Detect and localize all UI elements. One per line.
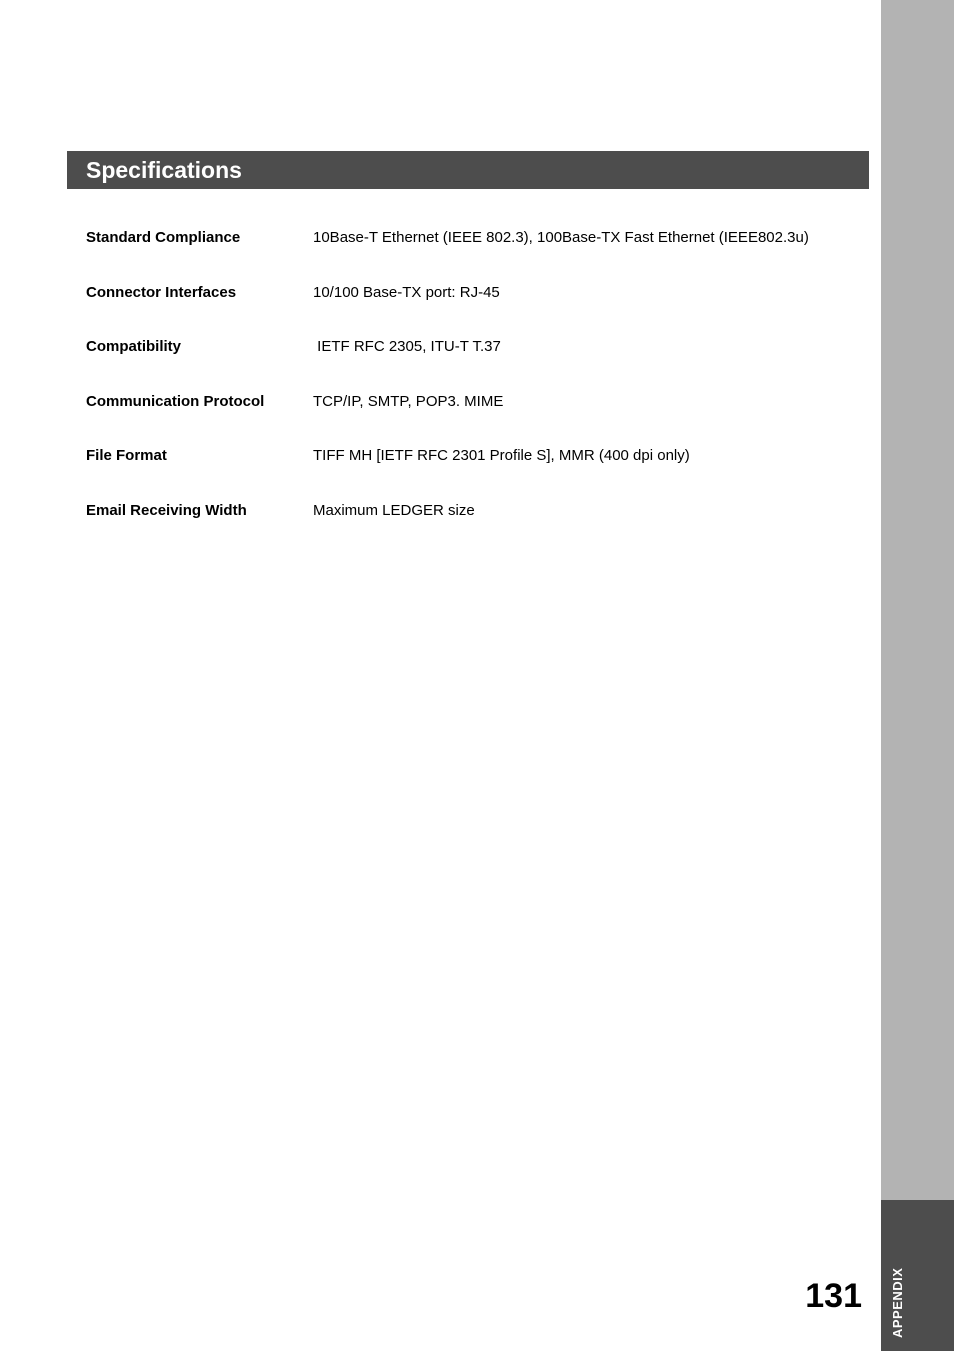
section-header-bar — [67, 151, 869, 189]
page-number: 131 — [805, 1277, 862, 1315]
spec-row-file-format — [86, 446, 856, 501]
spec-row-standard-compliance — [86, 228, 856, 283]
spec-value: 10Base-T Ethernet (IEEE 802.3), 100Base-TX Fast Ethernet (IEEE802.3u) — [313, 229, 809, 246]
spec-value: Maximum LEDGER size — [313, 501, 475, 519]
spec-label: Communication Protocol — [86, 392, 265, 410]
chapter-tab-label: APPENDIX — [890, 1267, 905, 1338]
side-margin-strip — [881, 0, 954, 1200]
spec-value: TCP/IP, SMTP, POP3. MIME — [313, 392, 504, 410]
spec-row-communication-protocol — [86, 392, 856, 447]
spec-row-connector-interfaces — [86, 283, 856, 338]
spec-label: Compatibility — [86, 338, 182, 355]
spec-value: TIFF MH [IETF RFC 2301 Profile S], MMR (400 dpi only) — [313, 447, 690, 464]
spec-label: File Format — [86, 447, 167, 464]
spec-row-compatibility — [86, 337, 856, 392]
spec-row-email-receiving-width — [86, 501, 856, 556]
spec-label: Standard Compliance — [86, 229, 241, 246]
spec-value: 10/100 Base-TX port: RJ-45 — [313, 283, 500, 301]
spec-label: Email Receiving Width — [86, 501, 247, 519]
specifications-list — [86, 228, 856, 555]
section-title: Specifications — [86, 157, 242, 183]
spec-value: IETF RFC 2305, ITU-T T.37 — [313, 338, 501, 355]
spec-label: Connector Interfaces — [86, 283, 237, 301]
